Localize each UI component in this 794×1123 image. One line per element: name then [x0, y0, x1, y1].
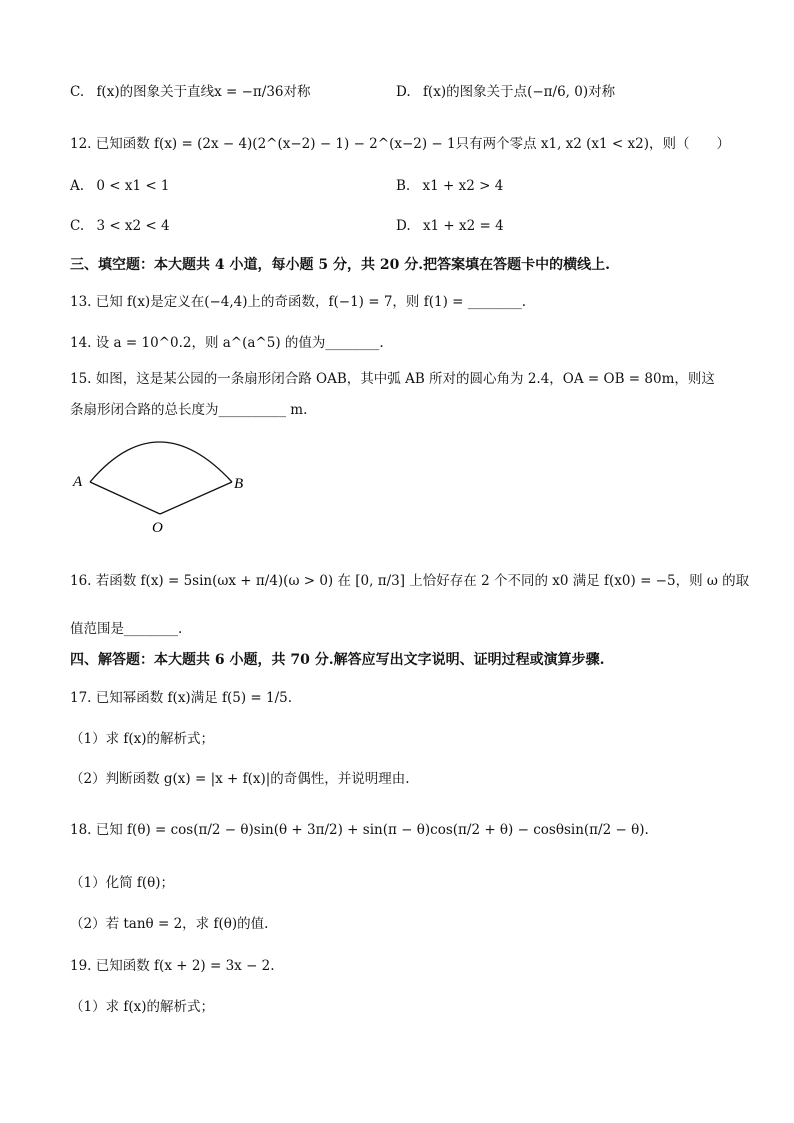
q12-option-d	[396, 216, 504, 236]
q17-part-2: （2）判断函数 g(x) = |x + f(x)|的奇偶性，并说明理由.	[70, 771, 410, 787]
q14: 14. 设 a = 10^0.2，则 a^(a^5) 的值为________.	[70, 335, 384, 351]
q16-line-1: 16. 若函数 f(x) = 5sin(ωx + π/4)(ω > 0) 在 [0, π/3] 上恰好存在 2 个不同的 x0 满足 f(x0) = −5，则 ω 的取	[70, 573, 750, 589]
arc-ab	[90, 442, 232, 482]
label-o: O	[152, 520, 163, 536]
option-text: 3 < x2 < 4	[96, 218, 170, 234]
q18-stem: 18. 已知 f(θ) = cos(π/2 − θ)sin(θ + 3π/2) + sin(π − θ)cos(π/2 + θ) − cosθsin(π/2 − θ).	[70, 822, 649, 838]
q12-stem: 12. 已知函数 f(x) = (2x − 4)(2^(x−2) − 1) − 2^(x−2) − 1只有两个零点 x1, x2 (x1 < x2)，则（ ）	[70, 136, 731, 152]
section-4-heading: 四、解答题：本大题共 6 小题，共 70 分.解答应写出文字说明、证明过程或演算步骤.	[70, 652, 605, 668]
label-a: A	[73, 474, 83, 490]
q12-option-b	[396, 176, 503, 196]
q15-line-2: 条扇形闭合路的总长度为__________ m.	[70, 402, 308, 418]
option-text: 0 < x1 < 1	[96, 178, 170, 194]
option-label: D.	[396, 84, 411, 100]
q16-line-2: 值范围是________.	[70, 621, 183, 637]
option-label: C.	[70, 84, 85, 100]
q18-part-2: （2）若 tanθ = 2，求 f(θ)的值.	[70, 916, 269, 932]
segment-ob	[160, 482, 232, 514]
option-text: f(x)的图象关于点(−π/6, 0)对称	[422, 84, 616, 100]
label-b: B	[234, 476, 244, 492]
q11-option-c	[70, 82, 311, 102]
q12-option-c	[70, 216, 170, 236]
option-text: x1 + x2 > 4	[422, 178, 504, 194]
q12-option-a	[70, 176, 170, 196]
option-text: f(x)的图象关于直线x = −π/36对称	[96, 84, 311, 100]
q13: 13. 已知 f(x)是定义在(−4,4)上的奇函数，f(−1) = 7，则 f(1) = ________.	[70, 294, 527, 310]
sector-diagram	[68, 430, 268, 540]
q11-option-d	[396, 82, 615, 102]
q17-part-1: （1）求 f(x)的解析式；	[70, 731, 215, 747]
option-label: B.	[396, 178, 411, 194]
q19-part-1: （1）求 f(x)的解析式；	[70, 999, 215, 1015]
q18-part-1: （1）化简 f(θ)；	[70, 875, 175, 891]
option-label: A.	[70, 178, 85, 194]
option-text: x1 + x2 = 4	[422, 218, 504, 234]
q17-stem: 17. 已知幂函数 f(x)满足 f(5) = 1/5.	[70, 690, 293, 706]
option-label: C.	[70, 218, 85, 234]
segment-oa	[90, 482, 160, 514]
q15-line-1: 15. 如图，这是某公园的一条扇形闭合路 OAB，其中弧 AB 所对的圆心角为 2.4，OA = OB = 80m，则这	[70, 371, 715, 387]
q19-stem: 19. 已知函数 f(x + 2) = 3x − 2.	[70, 958, 275, 974]
option-label: D.	[396, 218, 411, 234]
section-3-heading: 三、填空题：本大题共 4 小道，每小题 5 分，共 20 分.把答案填在答题卡中的横线上.	[70, 257, 610, 273]
